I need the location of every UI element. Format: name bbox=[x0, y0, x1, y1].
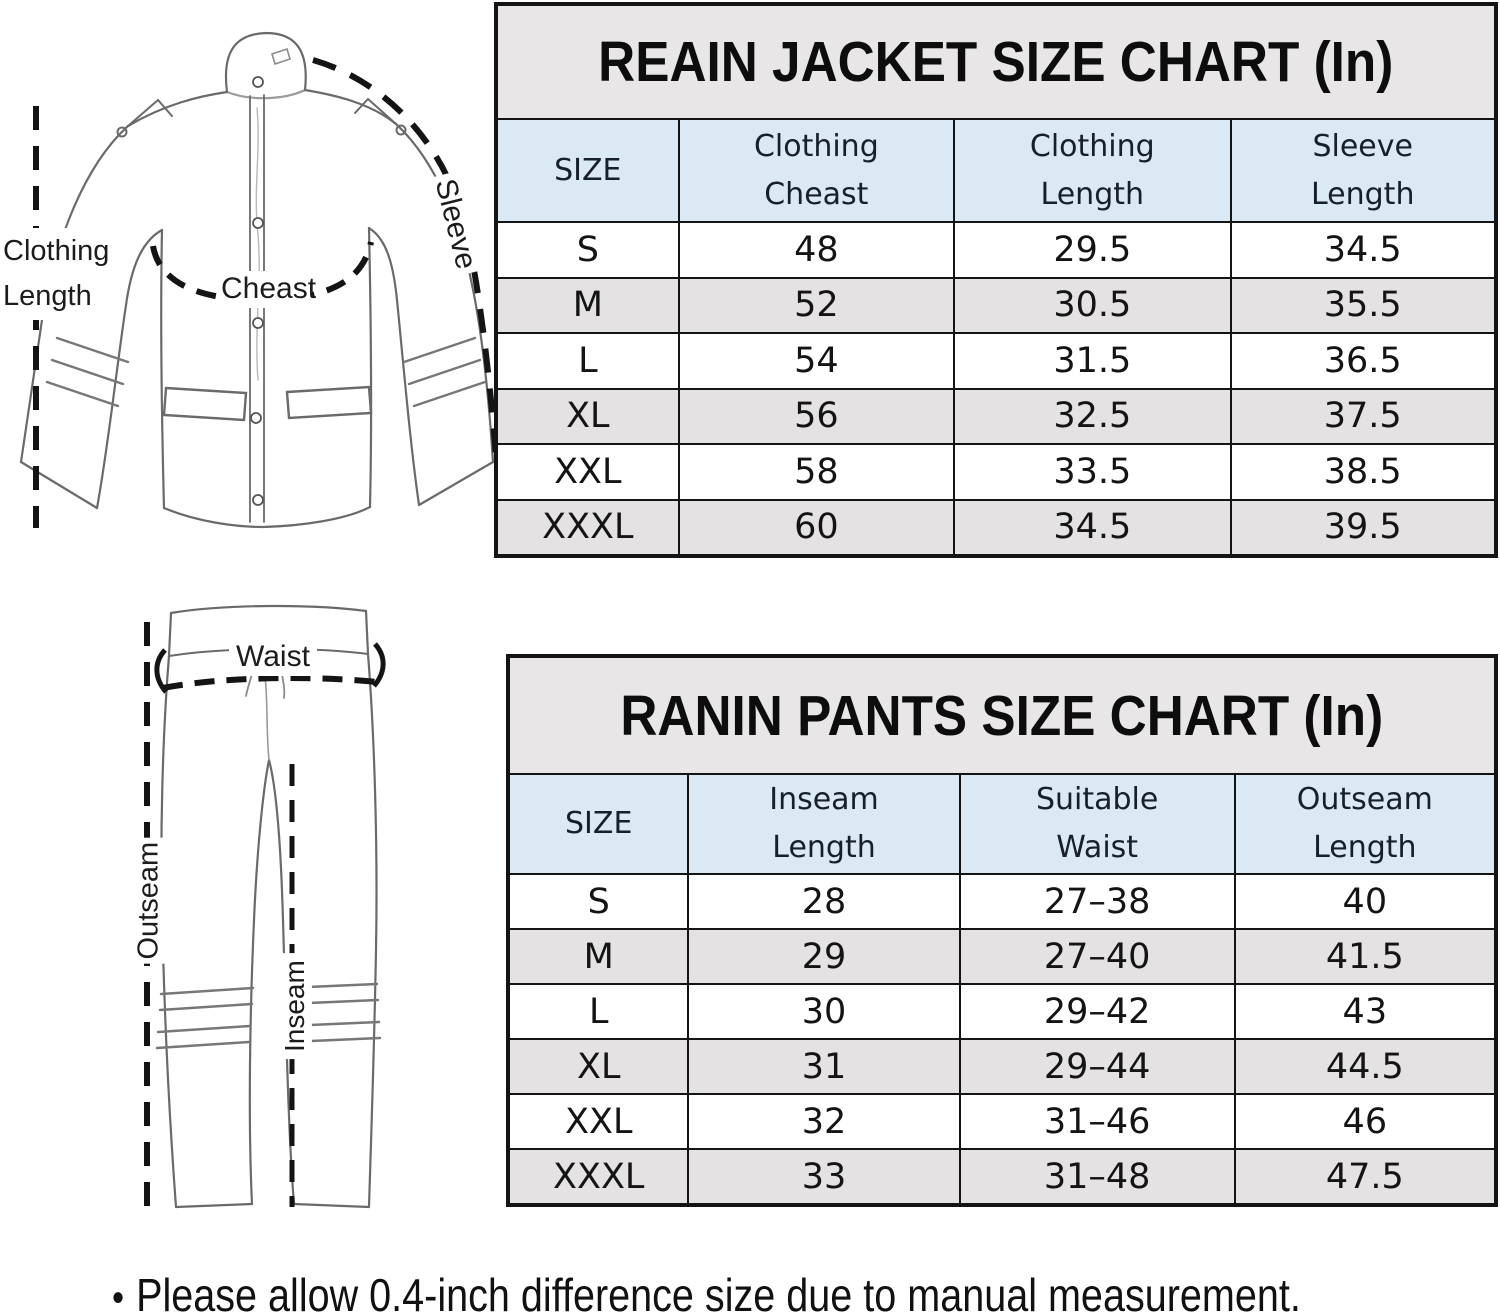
table-cell: 48 bbox=[679, 222, 954, 278]
table-cell: 27–40 bbox=[960, 929, 1235, 984]
pants-waist-line bbox=[163, 678, 377, 688]
table-cell: 28 bbox=[688, 874, 959, 929]
note-text: Please allow 0.4-inch difference size due to manual measurement. bbox=[136, 1269, 1301, 1316]
table-cell: 58 bbox=[679, 444, 954, 500]
waist-label: Waist bbox=[229, 639, 317, 676]
table-cell: XXXL bbox=[509, 1149, 688, 1204]
clothing-length-line1: Clothing bbox=[3, 235, 110, 267]
table-cell: 56 bbox=[679, 389, 954, 445]
table-cell: 52 bbox=[679, 278, 954, 334]
chest-label: Cheast bbox=[218, 271, 312, 308]
table-cell: 33 bbox=[688, 1149, 959, 1204]
table-cell: 29.5 bbox=[954, 222, 1230, 278]
jacket-col-header-size: SIZE bbox=[497, 119, 679, 222]
pants-sketch bbox=[0, 580, 500, 1220]
table-cell: 31.5 bbox=[954, 333, 1230, 389]
table-cell: 43 bbox=[1235, 984, 1495, 1039]
table-cell: 32 bbox=[688, 1094, 959, 1149]
table-cell: 34.5 bbox=[954, 500, 1230, 556]
table-cell: 29 bbox=[688, 929, 959, 984]
clothing-length-line2: Length bbox=[3, 280, 92, 312]
table-cell: 40 bbox=[1235, 874, 1495, 929]
jacket-size-table bbox=[494, 2, 1498, 558]
table-cell: XL bbox=[497, 389, 679, 445]
pants-col-header-size: SIZE bbox=[509, 774, 688, 874]
pants-col-header-outseam: Outseam Length bbox=[1235, 774, 1495, 874]
table-cell: 34.5 bbox=[1231, 222, 1495, 278]
jacket-col-header-length: Clothing Length bbox=[954, 119, 1230, 222]
table-cell: 46 bbox=[1235, 1094, 1495, 1149]
table-cell: M bbox=[509, 929, 688, 984]
table-cell: 29–44 bbox=[960, 1039, 1235, 1094]
inseam-label: Inseam bbox=[278, 953, 312, 1059]
table-cell: XL bbox=[509, 1039, 688, 1094]
table-cell: 30 bbox=[688, 984, 959, 1039]
jacket-col-header-sleeve: Sleeve Length bbox=[1231, 119, 1495, 222]
jacket-table-title: REAIN JACKET SIZE CHART (In) bbox=[497, 5, 1495, 119]
outseam-label: Outseam bbox=[131, 838, 166, 964]
pants-size-table bbox=[506, 654, 1498, 1207]
note-bullet: • bbox=[112, 1276, 125, 1316]
table-cell: 44.5 bbox=[1235, 1039, 1495, 1094]
table-cell: M bbox=[497, 278, 679, 334]
table-cell: 35.5 bbox=[1231, 278, 1495, 334]
table-cell: 29–42 bbox=[960, 984, 1235, 1039]
table-cell: L bbox=[497, 333, 679, 389]
table-cell: 32.5 bbox=[954, 389, 1230, 445]
table-cell: 47.5 bbox=[1235, 1149, 1495, 1204]
jacket-col-header-chest: Clothing Cheast bbox=[679, 119, 954, 222]
measurement-note bbox=[112, 1268, 1301, 1316]
table-cell: 38.5 bbox=[1231, 444, 1495, 500]
clothing-length-label bbox=[0, 228, 110, 320]
table-cell: 41.5 bbox=[1235, 929, 1495, 984]
pants-col-header-waist: Suitable Waist bbox=[960, 774, 1235, 874]
table-cell: XXL bbox=[497, 444, 679, 500]
sleeve-label: Sleeve bbox=[425, 170, 485, 278]
table-cell: 33.5 bbox=[954, 444, 1230, 500]
table-cell: 31 bbox=[688, 1039, 959, 1094]
table-cell: XXL bbox=[509, 1094, 688, 1149]
table-cell: 60 bbox=[679, 500, 954, 556]
table-cell: S bbox=[497, 222, 679, 278]
table-cell: 31–48 bbox=[960, 1149, 1235, 1204]
table-cell: 37.5 bbox=[1231, 389, 1495, 445]
table-cell: XXXL bbox=[497, 500, 679, 556]
table-cell: 27–38 bbox=[960, 874, 1235, 929]
table-cell: 30.5 bbox=[954, 278, 1230, 334]
table-cell: 54 bbox=[679, 333, 954, 389]
pants-table-title: RANIN PANTS SIZE CHART (In) bbox=[509, 657, 1495, 774]
table-cell: 39.5 bbox=[1231, 500, 1495, 556]
pants-col-header-inseam: Inseam Length bbox=[688, 774, 959, 874]
table-cell: L bbox=[509, 984, 688, 1039]
table-cell: 36.5 bbox=[1231, 333, 1495, 389]
table-cell: 31–46 bbox=[960, 1094, 1235, 1149]
table-cell: S bbox=[509, 874, 688, 929]
